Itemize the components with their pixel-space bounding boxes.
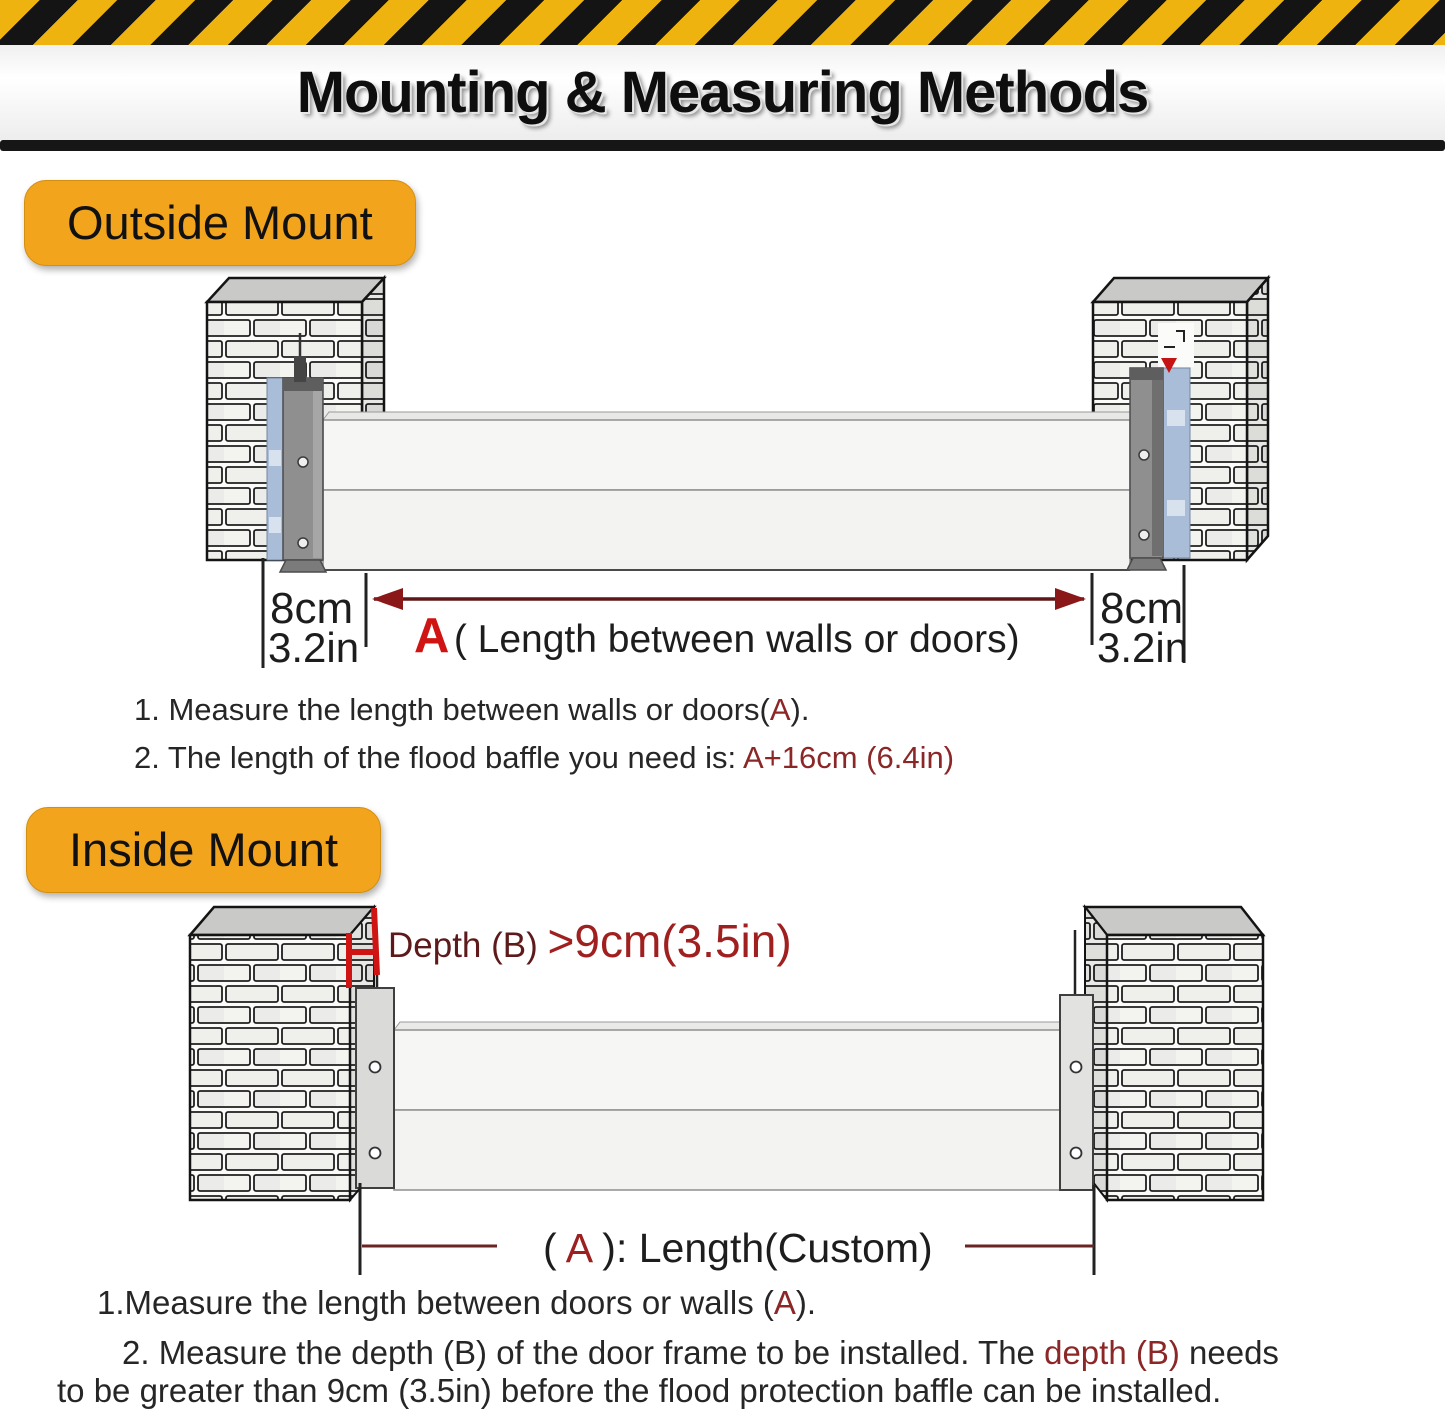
title-underline-bar bbox=[0, 140, 1445, 151]
hazard-stripe-band bbox=[0, 0, 1445, 45]
dim-left-inch: 3.2in bbox=[268, 624, 360, 671]
screw-hole bbox=[1139, 450, 1149, 460]
inside-flood-barrier bbox=[394, 1022, 1066, 1190]
inside-step-3: to be greater than 9cm (3.5in) before the flood protection baffle can be installed. bbox=[57, 1372, 1222, 1409]
screw-hole bbox=[370, 1148, 381, 1159]
inside-mount-diagram bbox=[0, 900, 1445, 1295]
outside-flood-barrier bbox=[323, 412, 1136, 570]
depth-label: Depth (B) >9cm(3.5in) bbox=[388, 915, 792, 967]
dim-left-cm: 8cm bbox=[270, 584, 354, 633]
screw-hole bbox=[370, 1062, 381, 1073]
inside-step-2: 2. Measure the depth (B) of the door frame to be installed. The depth (B) needs bbox=[122, 1334, 1279, 1371]
inside-left-bracket bbox=[356, 988, 394, 1188]
dim-right-cm: 8cm bbox=[1100, 584, 1184, 633]
inside-mount-badge: Inside Mount bbox=[26, 807, 381, 893]
outside-right-bracket bbox=[1127, 358, 1190, 570]
inside-dimensions bbox=[360, 1183, 1094, 1275]
screw-hole bbox=[1139, 530, 1149, 540]
screw-hole bbox=[1071, 1062, 1082, 1073]
outside-dimensions bbox=[263, 558, 1188, 671]
outside-mount-badge: Outside Mount bbox=[24, 180, 416, 266]
title-band bbox=[0, 45, 1445, 140]
dim-right-inch: 3.2in bbox=[1097, 624, 1189, 671]
outside-step-1: 1. Measure the length between walls or doors(A). bbox=[134, 692, 810, 727]
outside-mount-diagram bbox=[0, 255, 1445, 680]
screw-hole bbox=[1071, 1148, 1082, 1159]
screw-hole bbox=[298, 457, 308, 467]
length-label: ( A ): Length(Custom) bbox=[543, 1225, 933, 1271]
span-label: A ( Length between walls or doors) bbox=[414, 609, 1020, 663]
outside-step-2: 2. The length of the flood baffle you need is: A+16cm (6.4in) bbox=[134, 740, 955, 775]
inside-right-pillar bbox=[1085, 907, 1263, 1200]
screw-hole bbox=[298, 538, 308, 548]
page-title: Mounting & Measuring Methods bbox=[296, 60, 1149, 125]
seal-strip-right bbox=[1163, 368, 1190, 558]
bracket-pin bbox=[294, 356, 306, 382]
inside-step-1: 1.Measure the length between doors or walls (A). bbox=[97, 1284, 817, 1321]
